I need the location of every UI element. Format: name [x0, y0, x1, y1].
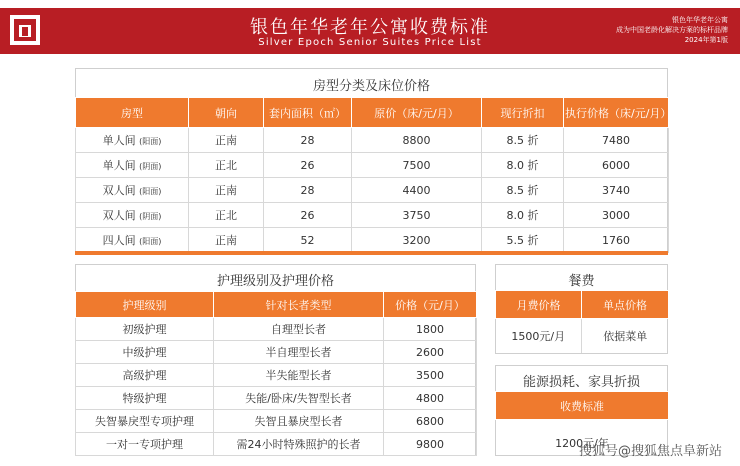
room-type-cell: 单人间 (阳面) [76, 128, 189, 153]
table-row [76, 318, 477, 341]
final-price-cell: 1760 [564, 228, 669, 253]
care-price-cell: 3500 [384, 364, 477, 387]
original-price-cell: 3200 [352, 228, 482, 253]
area-cell: 28 [264, 178, 352, 203]
care-level-cell: 中级护理 [76, 341, 214, 364]
watermark-text: 搜狐号@搜狐焦点阜新站 [578, 444, 722, 459]
orientation-cell: 正南 [189, 178, 264, 203]
energy-section-title: 能源损耗、家具折损 [522, 375, 640, 390]
room-type-cell: 四人间 (阳面) [76, 228, 189, 253]
header-banner [0, 8, 740, 54]
col-discount: 现行折扣 [482, 98, 564, 128]
final-price-cell: 7480 [564, 128, 669, 153]
area-cell: 28 [264, 128, 352, 153]
col-single-price: 单点价格 [582, 291, 669, 319]
table-row [76, 203, 669, 228]
col-room-type: 房型 [76, 98, 189, 128]
final-price-cell: 6000 [564, 153, 669, 178]
care-price-cell: 6800 [384, 410, 477, 433]
target-elder-cell: 需24小时特殊照护的长者 [214, 433, 384, 456]
table-row [76, 387, 477, 410]
fee-standard-cell: 1200元/年 [555, 437, 609, 451]
monthly-price-cell: 1500元/月 [511, 329, 566, 343]
header-right-line: 2024年第1版 [684, 36, 728, 44]
orientation-cell: 正北 [189, 203, 264, 228]
orientation-cell: 正北 [189, 153, 264, 178]
orientation-cell: 正南 [189, 228, 264, 253]
header-right-info [616, 15, 728, 45]
col-monthly-price: 月费价格 [496, 291, 582, 319]
care-level-cell: 一对一专项护理 [76, 433, 214, 456]
col-target-elder: 针对长者类型 [214, 292, 384, 318]
table-row [76, 178, 669, 203]
discount-cell: 8.0 折 [482, 203, 564, 228]
page-subtitle: Silver Epoch Senior Suites Price List [258, 37, 482, 48]
care-price-cell: 2600 [384, 341, 477, 364]
area-cell: 26 [264, 203, 352, 228]
room-type-cell: 单人间 (阴面) [76, 153, 189, 178]
original-price-cell: 8800 [352, 128, 482, 153]
page-title: 银色年华老年公寓收费标准 [250, 17, 490, 38]
care-level-cell: 初级护理 [76, 318, 214, 341]
header-right-line: 银色年华老年公寓 [672, 16, 728, 24]
col-original-price: 原价（床/元/月） [352, 98, 482, 128]
care-level-cell: 失智暴戾型专项护理 [76, 410, 214, 433]
target-elder-cell: 半自理型长者 [214, 341, 384, 364]
original-price-cell: 3750 [352, 203, 482, 228]
room-section-bottom-bar [75, 251, 668, 255]
original-price-cell: 4400 [352, 178, 482, 203]
care-price-cell: 1800 [384, 318, 477, 341]
meal-price-table [495, 290, 669, 353]
table-row [76, 341, 477, 364]
care-price-cell: 4800 [384, 387, 477, 410]
discount-cell: 8.5 折 [482, 178, 564, 203]
area-cell: 52 [264, 228, 352, 253]
final-price-cell: 3000 [564, 203, 669, 228]
care-price-table [75, 291, 477, 456]
table-row [76, 228, 669, 253]
header-right-line: 成为中国老龄化解决方案的标杆品牌 [616, 26, 728, 34]
table-row [496, 319, 669, 353]
discount-cell: 5.5 折 [482, 228, 564, 253]
meal-section-title: 餐费 [568, 274, 595, 289]
col-final-price: 执行价格（床/元/月） [564, 98, 669, 128]
col-care-price: 价格（元/月） [384, 292, 477, 318]
area-cell: 26 [264, 153, 352, 178]
care-price-cell: 9800 [384, 433, 477, 456]
orientation-cell: 正南 [189, 128, 264, 153]
room-price-table [75, 97, 672, 253]
care-section-title: 护理级别及护理价格 [216, 274, 334, 289]
final-price-cell: 3740 [564, 178, 669, 203]
target-elder-cell: 失智且暴戾型长者 [214, 410, 384, 433]
table-row [76, 128, 669, 153]
col-fee-standard: 收费标准 [496, 392, 669, 420]
target-elder-cell: 半失能型长者 [214, 364, 384, 387]
room-section-title: 房型分类及床位价格 [312, 79, 430, 94]
room-type-cell: 双人间 (阴面) [76, 203, 189, 228]
room-type-cell: 双人间 (阳面) [76, 178, 189, 203]
table-row [76, 153, 669, 178]
target-elder-cell: 自理型长者 [214, 318, 384, 341]
care-level-cell: 特级护理 [76, 387, 214, 410]
single-price-cell: 依据菜单 [582, 319, 669, 353]
discount-cell: 8.5 折 [482, 128, 564, 153]
discount-cell: 8.0 折 [482, 153, 564, 178]
col-orientation: 朝向 [189, 98, 264, 128]
target-elder-cell: 失能/卧床/失智型长者 [214, 387, 384, 410]
table-row [76, 364, 477, 387]
table-row [76, 433, 477, 456]
col-care-level: 护理级别 [76, 292, 214, 318]
col-area: 套内面积（㎡） [264, 98, 352, 128]
table-row [76, 410, 477, 433]
original-price-cell: 7500 [352, 153, 482, 178]
care-level-cell: 高级护理 [76, 364, 214, 387]
